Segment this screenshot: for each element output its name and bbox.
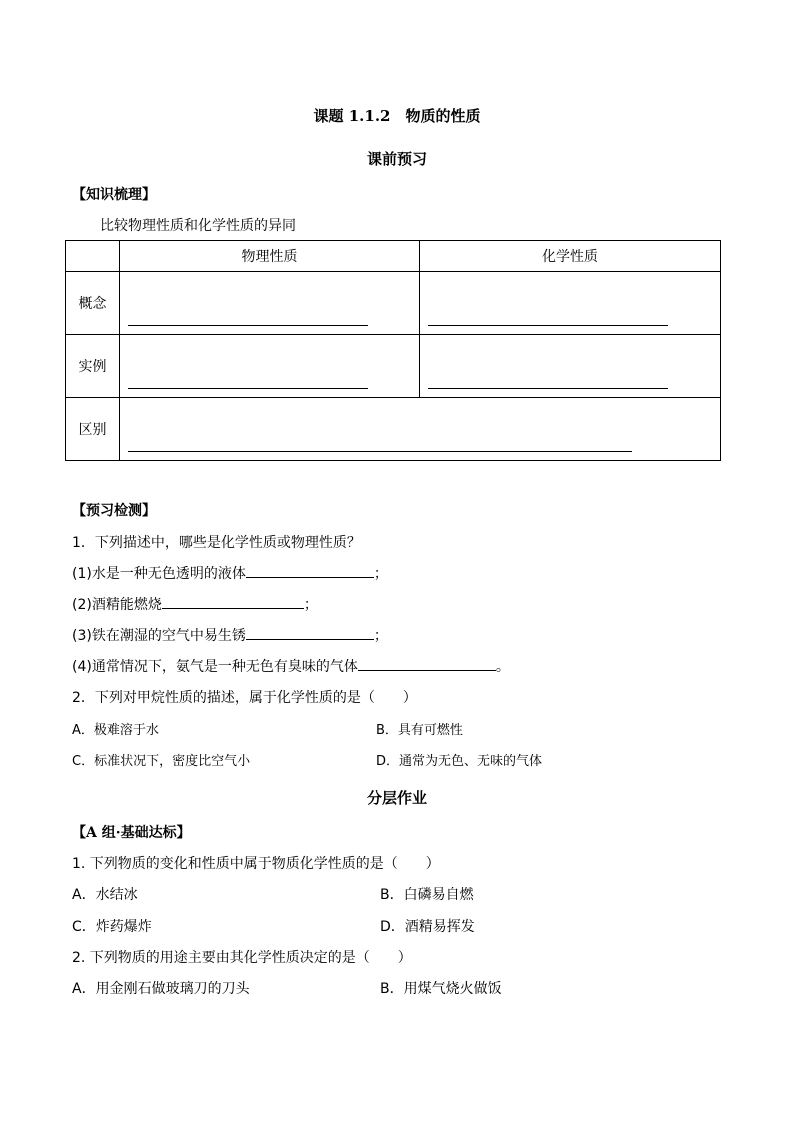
knowledge-intro: 比较物理性质和化学性质的异同 <box>100 218 296 234</box>
preview-q2: 2．下列对甲烷性质的描述，属于化学性质的是（ ） <box>72 690 417 706</box>
preview-q2-option-a[interactable]: A．极难溶于水 <box>72 723 159 738</box>
row-concept-label: 概念 <box>66 272 120 335</box>
concept-chemical-cell[interactable] <box>420 272 721 335</box>
group-a-q1-option-d[interactable]: D．酒精易挥发 <box>380 919 475 935</box>
group-a-q2: 2. 下列物质的用途主要由其化学性质决定的是（ ） <box>72 950 412 966</box>
preview-q1-item-2: (2)酒精能燃烧 ； <box>72 594 318 614</box>
group-a-q1: 1. 下列物质的变化和性质中属于物质化学性质的是（ ） <box>72 856 440 872</box>
knowledge-tag: 【知识梳理】 <box>72 187 156 203</box>
answer-line <box>428 388 668 389</box>
group-a-q2-option-a[interactable]: A．用金刚石做玻璃刀的刀头 <box>72 981 250 997</box>
answer-blank[interactable] <box>162 594 304 609</box>
col-chemical: 化学性质 <box>420 241 721 272</box>
answer-line <box>428 325 668 326</box>
difference-cell[interactable] <box>120 398 721 461</box>
row-example-label: 实例 <box>66 335 120 398</box>
answer-line <box>128 325 368 326</box>
group-a-q1-option-c[interactable]: C．炸药爆炸 <box>72 919 152 935</box>
concept-physical-cell[interactable] <box>120 272 420 335</box>
homework-heading: 分层作业 <box>366 789 427 807</box>
answer-blank[interactable] <box>246 563 374 578</box>
preview-q2-option-d[interactable]: D．通常为无色、无味的气体 <box>376 754 543 769</box>
preview-q1-item-1: (1)水是一种无色透明的液体 ； <box>72 563 388 583</box>
answer-blank[interactable] <box>246 625 374 640</box>
example-chemical-cell[interactable] <box>420 335 721 398</box>
group-a-q2-option-b[interactable]: B．用煤气烧火做饭 <box>380 981 502 997</box>
col-physical: 物理性质 <box>120 241 420 272</box>
row-difference-label: 区别 <box>66 398 120 461</box>
preview-check-tag: 【预习检测】 <box>72 503 156 519</box>
group-a-tag: 【A 组·基础达标】 <box>72 825 191 841</box>
group-a-q1-option-a[interactable]: A．水结冰 <box>72 887 138 903</box>
group-a-q1-option-b[interactable]: B．白磷易自燃 <box>380 887 474 903</box>
preview-q2-option-b[interactable]: B．具有可燃性 <box>376 723 463 738</box>
preview-q2-option-c[interactable]: C．标准状况下，密度比空气小 <box>72 754 251 769</box>
answer-line <box>128 451 632 452</box>
page-title: 课题 1.1.2 物质的性质 <box>313 107 481 125</box>
preview-q1-item-3: (3)铁在潮湿的空气中易生锈 ； <box>72 625 388 645</box>
preview-q1-item-4: (4)通常情况下，氨气是一种无色有臭味的气体 。 <box>72 656 510 676</box>
example-physical-cell[interactable] <box>120 335 420 398</box>
comparison-table <box>65 240 721 461</box>
table-corner <box>66 241 120 272</box>
answer-line <box>128 388 368 389</box>
preview-heading: 课前预习 <box>366 150 427 168</box>
preview-q1: 1．下列描述中，哪些是化学性质或物理性质？ <box>72 535 361 551</box>
answer-blank[interactable] <box>358 656 496 671</box>
